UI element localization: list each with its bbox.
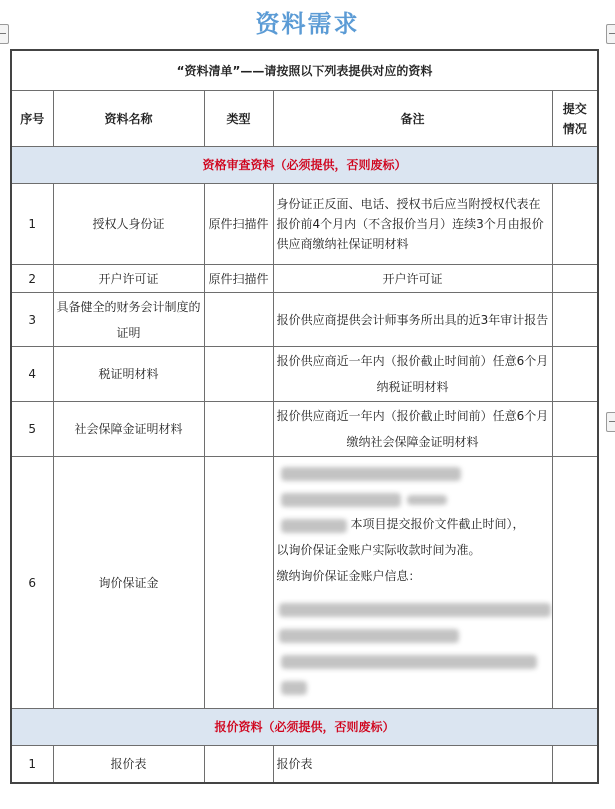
collapse-handle-left-icon[interactable] — [0, 24, 9, 44]
row-name: 社会保障金证明材料 — [53, 402, 204, 457]
page-title: 资料需求 — [255, 9, 360, 38]
redacted-text — [407, 495, 447, 505]
redacted-text — [279, 603, 551, 617]
table-row — [11, 184, 598, 265]
deposit-remark-line: 以询价保证金账户实际收款时间为准。 — [276, 543, 481, 557]
redacted-text — [281, 519, 347, 533]
row-status[interactable] — [552, 457, 598, 709]
redacted-text — [279, 629, 459, 643]
row-status[interactable] — [552, 293, 598, 347]
section-qualification-title: 资格审查资料（必须提供，否则废标） — [11, 147, 598, 184]
row-status[interactable] — [552, 402, 598, 457]
row-no: 5 — [11, 402, 53, 457]
row-no: 3 — [11, 293, 53, 347]
row-status[interactable] — [552, 265, 598, 293]
row-remark: 身份证正反面、电话、授权书后应当附授权代表在报价前4个月内（不含报价当月）连续3个月由报价供应商缴纳社保证明材料 — [273, 184, 552, 265]
header-name: 资料名称 — [53, 91, 204, 147]
row-name: 开户许可证 — [53, 265, 204, 293]
row-remark: 报价供应商近一年内（报价截止时间前）任意6个月缴纳社会保障金证明材料 — [273, 402, 552, 457]
row-no: 4 — [11, 347, 53, 402]
deposit-remark-line: 本项目提交报价文件截止时间）， — [350, 517, 525, 531]
table-row — [11, 457, 598, 709]
table-caption-row — [11, 50, 598, 91]
redacted-text — [281, 681, 307, 695]
table-row — [11, 265, 598, 293]
materials-table — [10, 49, 599, 784]
row-type — [204, 347, 273, 402]
row-type — [204, 457, 273, 709]
section-qualification-row — [11, 147, 598, 184]
row-name: 询价保证金 — [53, 457, 204, 709]
section-quote-row — [11, 709, 598, 746]
collapse-handle-right-icon[interactable] — [606, 24, 615, 44]
section-quote-title: 报价资料（必须提供，否则废标） — [11, 709, 598, 746]
row-status[interactable] — [552, 347, 598, 402]
header-type: 类型 — [204, 91, 273, 147]
row-type — [204, 293, 273, 347]
row-remark: 报价供应商近一年内（报价截止时间前）任意6个月纳税证明材料 — [273, 347, 552, 402]
header-status: 提交情况 — [552, 91, 598, 147]
row-type: 原件扫描件 — [204, 265, 273, 293]
row-no: 6 — [11, 457, 53, 709]
table-header-row — [11, 91, 598, 147]
table-caption: “资料清单”——请按照以下列表提供对应的资料 — [11, 50, 598, 91]
row-status[interactable] — [552, 746, 598, 784]
row-remark: 开户许可证 — [273, 265, 552, 293]
collapse-handle-right-middle-icon[interactable] — [606, 412, 615, 432]
row-name: 授权人身份证 — [53, 184, 204, 265]
row-no: 1 — [11, 746, 53, 784]
row-type — [204, 402, 273, 457]
row-remark: 报价供应商提供会计师事务所出具的近3年审计报告 — [273, 293, 552, 347]
row-no: 1 — [11, 184, 53, 265]
row-name: 具备健全的财务会计制度的证明 — [53, 293, 204, 347]
row-no: 2 — [11, 265, 53, 293]
row-remark — [273, 457, 552, 709]
table-row — [11, 402, 598, 457]
header-remark: 备注 — [273, 91, 552, 147]
redacted-text — [281, 467, 461, 481]
row-remark: 报价表 — [273, 746, 552, 784]
header-no: 序号 — [11, 91, 53, 147]
row-name: 税证明材料 — [53, 347, 204, 402]
redacted-text — [281, 655, 537, 669]
row-status[interactable] — [552, 184, 598, 265]
row-type: 原件扫描件 — [204, 184, 273, 265]
redacted-text — [281, 493, 401, 507]
table-row — [11, 293, 598, 347]
row-type — [204, 746, 273, 784]
table-row — [11, 347, 598, 402]
table-row — [11, 746, 598, 784]
deposit-account-heading: 缴纳询价保证金账户信息： — [276, 569, 421, 583]
row-name: 报价表 — [53, 746, 204, 784]
